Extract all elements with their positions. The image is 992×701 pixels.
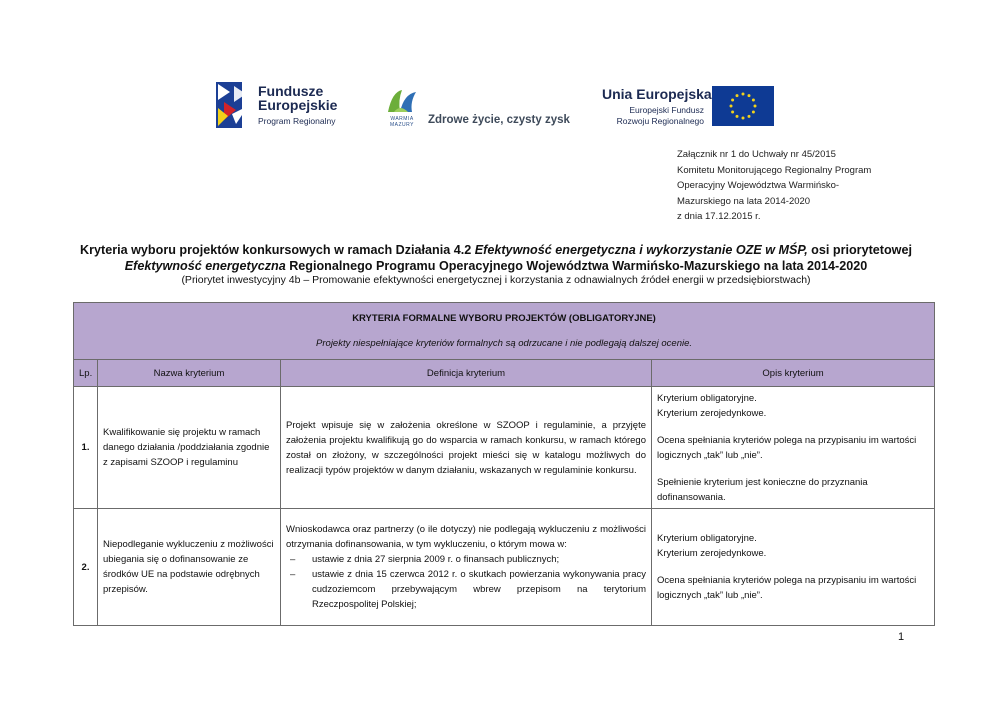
section-header [74,303,935,360]
document-title [40,242,952,274]
title-part: osi priorytetowej [807,243,912,257]
row-name: Kwalifikowanie się projektu w ramach danego działania /poddziałania zgodnie z zapisami SZOOP i regulaminu [98,387,281,509]
desc-line: Kryterium obligatoryjne. [657,533,757,544]
row-description [652,509,935,626]
annex-line: Operacyjny Województwa Warmińsko- [677,180,840,191]
row-definition: Projekt wpisuje się w założenia określone w SZOOP i regulaminie, a przyjęte założenia projektu kwalifikują go do wsparcia w ramach konkursu, w ramach którego został on złożony, w szczególności projekt mieści się w katalogu możliwych do realizacji typów projektów w danym działaniu, wskazanych w regulaminie konkursu. [281,387,652,509]
annex-line: Załącznik nr 1 do Uchwały nr 45/2015 [677,149,836,160]
col-header-definition: Definicja kryterium [281,360,652,387]
annex-note [677,147,871,225]
desc-line: Kryterium zerojedynkowe. [657,548,767,559]
document-subtitle: (Priorytet inwestycyjny 4b – Promowanie efektywności energetycznej i korzystania z odnawialnych źródeł energii w przedsiębiorstwach) [181,274,811,286]
row-lp: 2. [74,509,98,626]
desc-line: Ocena spełniania kryteriów polega na przypisaniu im wartości logicznych „tak” lub „nie”. [657,575,917,601]
column-header-row [74,360,935,387]
annex-line: Komitetu Monitorującego Regionalny Program [677,164,872,176]
criteria-table [73,302,935,626]
col-header-description: Opis kryterium [652,360,935,387]
wm-name: WARMIA MAZURY [389,116,415,128]
eu-subtitle [600,105,704,127]
desc-line: Kryterium zerojedynkowe. [657,407,767,419]
fe-star-icon [214,80,254,130]
page-number: 1 [898,631,905,643]
definition-list [286,552,646,612]
fe-title-line2: Europejskie [258,97,338,113]
list-item: – ustawie z dnia 15 czerwca 2012 r. o skutkach powierzania wykonywania pracy cudzoziemcom przebywającym wbrew przepisom na terytorium Rzeczpospolitej Polskiej; [286,567,646,612]
desc-line: Ocena spełniania kryteriów polega na przypisaniu im wartości logicznych „tak” lub „nie”. [657,434,917,461]
annex-line: z dnia 17.12.2015 r. [677,211,761,222]
col-header-name: Nazwa kryterium [98,360,281,387]
col-header-lp: Lp. [74,360,98,387]
eu-flag [712,86,774,126]
annex-line: Mazurskiego na lata 2014-2020 [677,195,811,207]
row-definition [281,509,652,626]
fe-subtitle: Program Regionalny [258,116,336,126]
list-item: – ustawie z dnia 27 sierpnia 2009 r. o finansach publicznych; [286,552,646,567]
eu-title: Unia Europejska [602,86,712,102]
table-row [74,387,935,509]
fe-title [258,84,337,112]
fundusze-europejskie-logo [214,80,254,130]
wm-slogan: Zdrowe życie, czysty zysk [428,114,570,126]
warmia-mazury-logo [384,86,420,116]
row-name: Niepodleganie wykluczeniu z możliwości ubiegania się o dofinansowanie ze środków UE na podstawie odrębnych przepisów. [98,509,281,626]
fe-title-line1: Fundusze [258,83,324,99]
title-italic-part: Efektywność energetyczna i wykorzystanie OZE w MŚP, [474,243,808,257]
row-lp: 1. [74,387,98,509]
desc-line: Spełnienie kryterium jest konieczne do przyznania dofinansowania. [657,476,868,503]
eu-sub-line2: Rozwoju Regionalnego [616,116,704,126]
table-row [74,509,935,626]
title-part: Kryteria wyboru projektów konkursowych w ramach Działania 4.2 [80,243,475,257]
section-note: Projekty niespełniające kryteriów formalnych są odrzucane i nie podlegają dalszej ocenie. [316,338,693,349]
warmia-mazury-leaf-icon [384,86,420,116]
row-description [652,387,935,509]
definition-intro: Wnioskodawca oraz partnerzy (o ile dotyczy) nie podlegają wykluczeniu z możliwości otrzymania dofinansowania, w tym wykluczeniu, o którym mowa w: [286,524,646,550]
eu-flag-icon [712,86,774,126]
title-italic-part: Efektywność energetyczna [124,259,286,273]
title-part: Regionalnego Programu Operacyjnego Województwa Warmińsko-Mazurskiego na lata 2014-2020 [285,259,868,273]
section-title: KRYTERIA FORMALNE WYBORU PROJEKTÓW (OBLIGATORYJNE) [352,313,656,324]
desc-line: Kryterium obligatoryjne. [657,392,757,404]
eu-sub-line1: Europejski Fundusz [629,105,704,115]
